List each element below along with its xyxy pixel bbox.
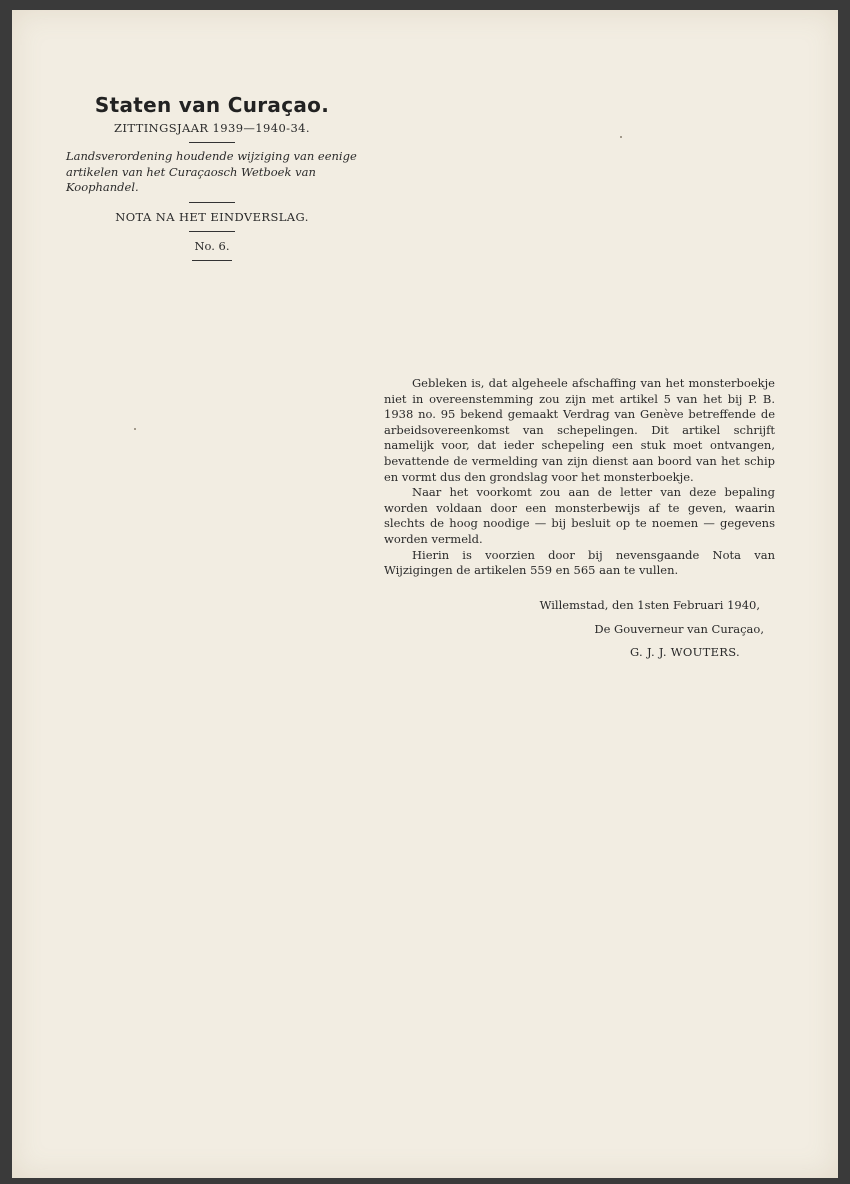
document-page	[12, 10, 838, 1178]
body-paragraph: Gebleken is, dat algeheele afschaffing van het monsterboekje niet in overeenstemming zou zijn met artikel 5 van het bij P. B. 1938 no. 95 bekend gemaakt Verdrag van Genève betreffende de arbeidsovereenkomst van schepelingen. Dit artikel schrijft namelijk voor, dat ieder schepeling een stuk moet ontvangen, bevattende de vermelding van zijn dienst aan boord van het schip en vormt dus den grondslag voor het monsterboekje.	[384, 376, 775, 484]
body-paragraph: Hierin is voorzien door bij nevensgaande Nota van Wijzigingen de artikelen 559 en 565 aan te vullen.	[384, 547, 775, 578]
document-title: Staten van Curaçao.	[94, 93, 330, 117]
session-year: ZITTINGSJAAR 1939—1940-34.	[114, 121, 310, 135]
document-subject: Landsverordening houdende wijziging van eenige artikelen van het Curaçaosch Wetboek van Koophandel.	[66, 149, 357, 194]
paper-speck	[134, 428, 136, 430]
place-and-date: Willemstad, den 1sten Februari 1940,	[539, 598, 760, 612]
signatory-name: G. J. J. WOUTERS.	[629, 645, 740, 660]
document-body	[384, 376, 775, 579]
divider-rule	[192, 260, 232, 261]
body-paragraph: Naar het voorkomt zou aan de letter van deze bepaling worden voldaan door een monsterbewijs af te geven, waarin slechts de hoog noodige — bij besluit op te noemen — gegevens worden vermeld.	[384, 485, 775, 546]
divider-rule	[189, 202, 235, 203]
divider-rule	[189, 142, 235, 143]
document-closing	[384, 598, 774, 669]
paper-speck	[620, 136, 622, 138]
document-header	[62, 92, 362, 267]
document-number: No. 6.	[194, 238, 230, 253]
divider-rule	[189, 231, 235, 232]
signatory-office: De Gouverneur van Curaçao,	[594, 621, 764, 636]
document-type: NOTA NA HET EINDVERSLAG.	[115, 209, 309, 224]
